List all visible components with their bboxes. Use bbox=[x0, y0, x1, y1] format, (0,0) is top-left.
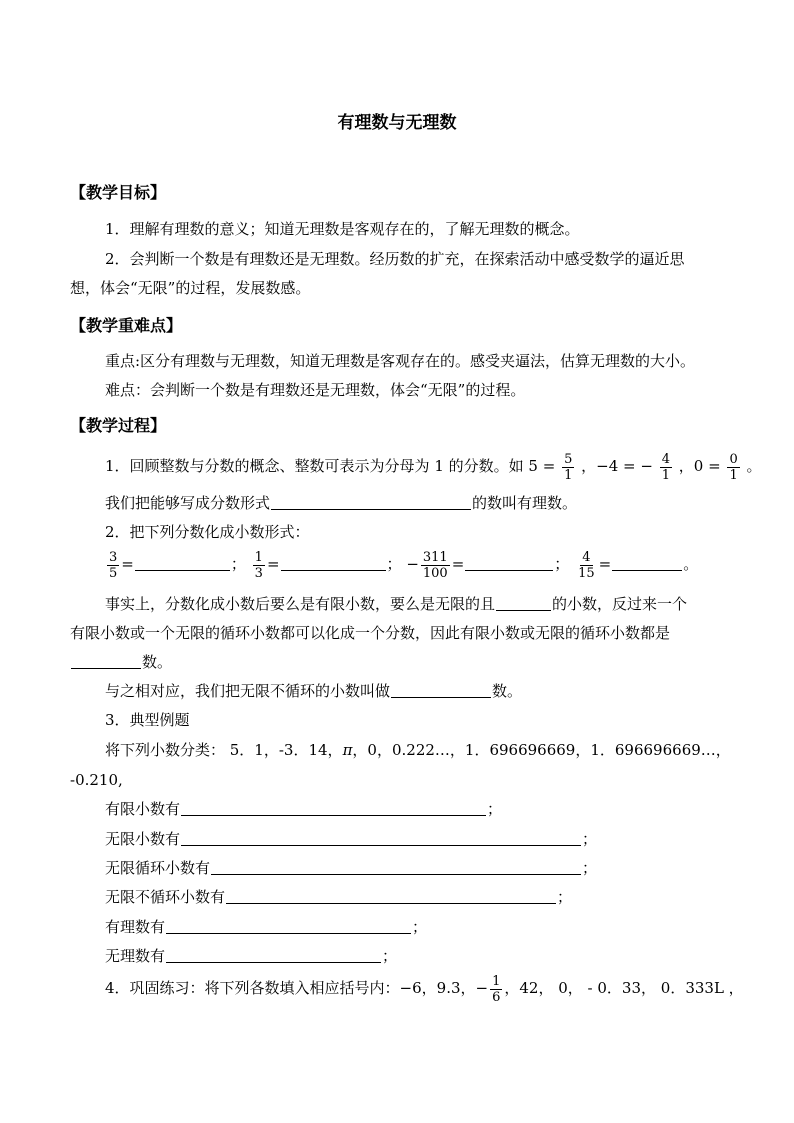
irrational-definition-after: 数。 bbox=[492, 682, 523, 700]
classify-line-2: -0.210, bbox=[70, 771, 123, 789]
fraction-1-over-3 bbox=[253, 550, 265, 581]
goal-2-part-b: 想，体会“无限”的过程，发展数感。 bbox=[70, 279, 311, 297]
fact-text-a2: 的小数，反过来一个 bbox=[552, 595, 688, 613]
classify-text-a1: 将下列小数分类： 5．1，-3．14， bbox=[105, 741, 343, 759]
page-title: 有理数与无理数 bbox=[337, 113, 457, 133]
section-heading-goals: 【教学目标】 bbox=[70, 183, 167, 202]
fraction-numerator: 311 bbox=[422, 549, 448, 565]
pi-symbol: π bbox=[342, 741, 353, 759]
fraction-denominator: 6 bbox=[492, 989, 501, 1005]
fill-blank[interactable] bbox=[226, 888, 556, 904]
category-label: 无限不循环小数有 bbox=[105, 888, 226, 906]
equals-sign: = bbox=[598, 555, 612, 573]
category-infinite bbox=[105, 829, 597, 849]
eq2-lhs: ，−4 = − bbox=[581, 457, 653, 475]
category-repeating bbox=[105, 858, 597, 878]
separator: ； bbox=[382, 947, 398, 965]
separator: ； bbox=[554, 555, 570, 573]
fraction-denominator: 5 bbox=[109, 565, 118, 581]
fraction-numerator: 1 bbox=[254, 549, 263, 565]
fact-text-a1: 事实上，分数化成小数后要么是有限小数，要么是无限的且 bbox=[105, 595, 496, 613]
irrational-definition-line bbox=[105, 681, 522, 701]
goal-2-part-a: 2．会判断一个数是有理数还是无理数。经历数的扩充，在探索活动中感受数学的逼近思 bbox=[105, 250, 685, 268]
equals-sign: = bbox=[451, 555, 465, 573]
section-heading-process: 【教学过程】 bbox=[70, 416, 167, 435]
fill-blank[interactable] bbox=[496, 595, 551, 611]
section-heading-keypoints: 【教学重难点】 bbox=[70, 316, 183, 335]
item-3: 3．典型例题 bbox=[105, 711, 190, 729]
fill-blank[interactable] bbox=[166, 918, 411, 934]
equals-sign: = bbox=[266, 555, 280, 573]
fill-blank[interactable] bbox=[71, 653, 141, 669]
separator: ； bbox=[487, 800, 503, 818]
keypoint-difficulty: 难点：会判断一个数是有理数还是无理数，体会“无限”的过程。 bbox=[105, 381, 526, 399]
fact-line-2: 有限小数或一个无限的循环小数都可以化成一个分数，因此有限小数或无限的循环小数都是 bbox=[70, 624, 671, 642]
fact-text-c: 数。 bbox=[142, 653, 173, 671]
category-rational bbox=[105, 917, 427, 937]
fraction-numerator: 3 bbox=[109, 549, 118, 565]
category-label: 无理数有 bbox=[105, 947, 166, 965]
fill-blank[interactable] bbox=[391, 682, 491, 698]
classify-text-a2: ，0，0.222…，1．696696669，1．696696669…， bbox=[352, 741, 731, 759]
fill-blank[interactable] bbox=[135, 555, 230, 571]
separator: ； bbox=[582, 830, 598, 848]
fact-line-1 bbox=[105, 594, 687, 614]
equals-sign: = bbox=[121, 555, 134, 573]
separator: ； bbox=[230, 555, 246, 573]
separator: ； bbox=[582, 859, 598, 877]
fraction-denominator: 100 bbox=[422, 565, 448, 581]
category-irrational bbox=[105, 946, 397, 966]
fraction-4-over-15 bbox=[576, 550, 597, 581]
end-mark: 。 bbox=[683, 555, 699, 573]
irrational-definition-before: 与之相对应，我们把无限不循环的小数叫做 bbox=[105, 682, 391, 700]
eq1-lhs: 5 = bbox=[528, 457, 556, 475]
fill-blank[interactable] bbox=[181, 830, 581, 846]
fill-blank[interactable] bbox=[181, 800, 486, 816]
keypoint-focus: 重点:区分有理数与无理数，知道无理数是客观存在的。感受夹逼法，估算无理数的大小。 bbox=[105, 352, 696, 370]
separator: ； bbox=[386, 555, 402, 573]
rational-definition-after: 的数叫有理数。 bbox=[472, 494, 578, 512]
item-4 bbox=[105, 968, 744, 1008]
fact-line-3 bbox=[70, 652, 172, 672]
fill-blank[interactable] bbox=[166, 947, 381, 963]
fraction-numerator: 5 bbox=[564, 451, 573, 467]
eq-end: 。 bbox=[746, 457, 762, 475]
fraction-5-over-1 bbox=[562, 452, 574, 483]
category-label: 无限循环小数有 bbox=[105, 859, 211, 877]
separator: ； bbox=[412, 918, 428, 936]
fraction-denominator: 15 bbox=[578, 565, 595, 581]
fill-blank[interactable] bbox=[465, 555, 553, 571]
fraction-exercises bbox=[105, 545, 698, 583]
fraction-311-over-100 bbox=[421, 550, 450, 581]
fraction-3-over-5 bbox=[107, 550, 119, 581]
rational-definition-line bbox=[105, 493, 577, 513]
fraction-numerator: 0 bbox=[729, 451, 738, 467]
fraction-numerator: 1 bbox=[492, 973, 501, 989]
eq3-lhs: ，0 = bbox=[678, 457, 721, 475]
fraction-denominator: 1 bbox=[564, 467, 573, 483]
category-label: 有限小数有 bbox=[105, 800, 181, 818]
fill-blank[interactable] bbox=[211, 859, 581, 875]
fill-blank[interactable] bbox=[281, 555, 386, 571]
fill-blank[interactable] bbox=[612, 555, 682, 571]
item-4-text-a: 4．巩固练习：将下列各数填入相应括号内：−6，9.3，− bbox=[105, 979, 489, 997]
classify-line-1 bbox=[105, 740, 731, 760]
fraction-denominator: 3 bbox=[254, 565, 263, 581]
fill-blank[interactable] bbox=[271, 494, 471, 510]
item-2: 2．把下列分数化成小数形式： bbox=[105, 523, 310, 541]
goal-1: 1．理解有理数的意义；知道无理数是客观存在的，了解无理数的概念。 bbox=[105, 220, 580, 238]
minus-sign: − bbox=[406, 555, 419, 573]
fraction-4-over-1 bbox=[660, 452, 672, 483]
fraction-numerator: 4 bbox=[661, 451, 671, 467]
fraction-denominator: 1 bbox=[729, 467, 738, 483]
category-nonrepeating bbox=[105, 887, 572, 907]
category-label: 有理数有 bbox=[105, 918, 166, 936]
fraction-numerator: 4 bbox=[582, 549, 591, 565]
item-1 bbox=[105, 446, 762, 486]
item-4-text-b: ，42， 0， - 0．33， 0．333L ， bbox=[504, 979, 744, 997]
fraction-denominator: 1 bbox=[661, 467, 671, 483]
fraction-1-over-6 bbox=[490, 974, 502, 1005]
category-label: 无限小数有 bbox=[105, 830, 181, 848]
rational-definition-before: 我们把能够写成分数形式 bbox=[105, 494, 271, 512]
separator: ； bbox=[557, 888, 573, 906]
category-finite bbox=[105, 799, 502, 819]
fraction-0-over-1 bbox=[727, 452, 739, 483]
item-1-text: 1．回顾整数与分数的概念、整数可表示为分母为 1 的分数。如 bbox=[105, 457, 524, 475]
